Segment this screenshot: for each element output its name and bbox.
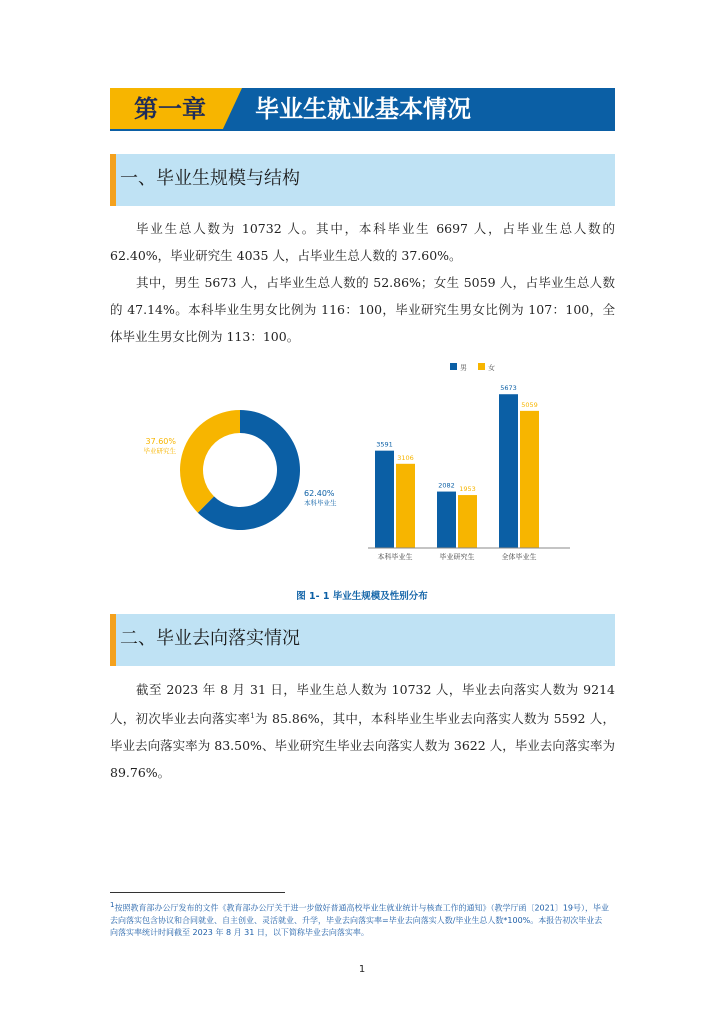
legend-swatch-1 — [450, 363, 457, 370]
bar-2-1 — [437, 492, 456, 548]
figure-charts — [110, 350, 615, 586]
footnote-divider — [110, 892, 285, 893]
bar-2-2 — [458, 495, 477, 548]
pie-value-label-1: 62.40% — [304, 488, 335, 498]
figure-caption: 图 1- 1 毕业生规模及性别分布 — [296, 591, 428, 602]
x-tick-label-2: 毕业研究生 — [439, 553, 475, 561]
legend-swatch-2 — [478, 363, 485, 370]
bar-value-label-3-1: 5673 — [500, 384, 517, 393]
pie-category-label-2: 毕业研究生 — [143, 447, 176, 456]
page-number: 1 — [358, 964, 366, 975]
pie-slice-2 — [180, 410, 240, 513]
footnote-mark: 1 — [110, 901, 115, 909]
bar-value-label-2-2: 1953 — [459, 485, 476, 494]
bar-1-1 — [375, 451, 394, 548]
x-tick-label-3: 全体毕业生 — [501, 553, 537, 561]
paragraph-3-part-1: 截至 2023 年 8 月 31 日，毕业生总人数为 10732 人，毕业去向落实人数为 9214 人，初次毕业去向落实率 — [110, 682, 615, 727]
paragraph-2: 其中，男生 5673 人，占毕业生总人数的 52.86%；女生 5059 人，占毕业生总人数的 47.14%。本科毕业生男女比例为 116：100，毕业研究生男女比例为 107：100，全体毕业生男女比例为 113：100。 — [110, 275, 615, 344]
chart-canvas — [110, 350, 615, 582]
bar-value-label-2-1: 2082 — [438, 481, 455, 490]
paragraph-3-part-2: 为 85.86%，其中，本科毕业生毕业去向落实人数为 5592 人，毕业去向落实率为 83.50%、毕业研究生毕业去向落实人数为 3622 人，毕业去向落实率为 89.76%。 — [110, 711, 615, 781]
section-heading-1 — [110, 154, 615, 206]
chapter-banner — [110, 88, 615, 131]
section-heading-2-text: 二、毕业去向落实情况 — [120, 628, 300, 649]
pie-value-label-2: 37.60% — [145, 437, 176, 447]
section-heading-2 — [110, 614, 615, 666]
section-heading-1-text: 一、毕业生规模与结构 — [120, 168, 300, 189]
footnote-text: 按照教育部办公厅发布的文件《教育部办公厅关于进一步做好普通高校毕业生就业统计与核查工作的通知》（教学厅函〔2021〕19号），毕业去向落实包含协议和合同就业、自主创业、灵活就业、升学，毕业去向落实率=毕业去向落实人数/毕业生总人数*100%。本报告初次毕业去向落实率统计时间截至 2023 年 8 月 31 日，以下简称毕业去向落实率。 — [110, 903, 610, 937]
bar-3-1 — [499, 394, 518, 548]
legend-label-2: 女 — [488, 364, 495, 372]
paragraph-3 — [110, 676, 615, 786]
bar-1-2 — [396, 464, 415, 548]
bar-3-2 — [520, 411, 539, 548]
bar-value-label-3-2: 5059 — [521, 400, 538, 409]
legend-label-1: 男 — [460, 364, 467, 372]
bar-value-label-1-2: 3106 — [397, 453, 414, 462]
x-tick-label-1: 本科毕业生 — [377, 553, 413, 561]
chapter-number: 第一章 — [134, 95, 206, 123]
paragraph-1: 毕业生总人数为 10732 人。其中，本科毕业生 6697 人，占毕业生总人数的 62.40%，毕业研究生 4035 人，占毕业生总人数的 37.60%。 — [110, 221, 615, 263]
footnote-reference[interactable]: 1 — [250, 712, 255, 720]
chapter-title: 毕业生就业基本情况 — [255, 95, 471, 123]
footnote — [110, 899, 610, 939]
bar-value-label-1-1: 3591 — [376, 440, 393, 449]
pie-category-label-1: 本科毕业生 — [304, 498, 337, 507]
